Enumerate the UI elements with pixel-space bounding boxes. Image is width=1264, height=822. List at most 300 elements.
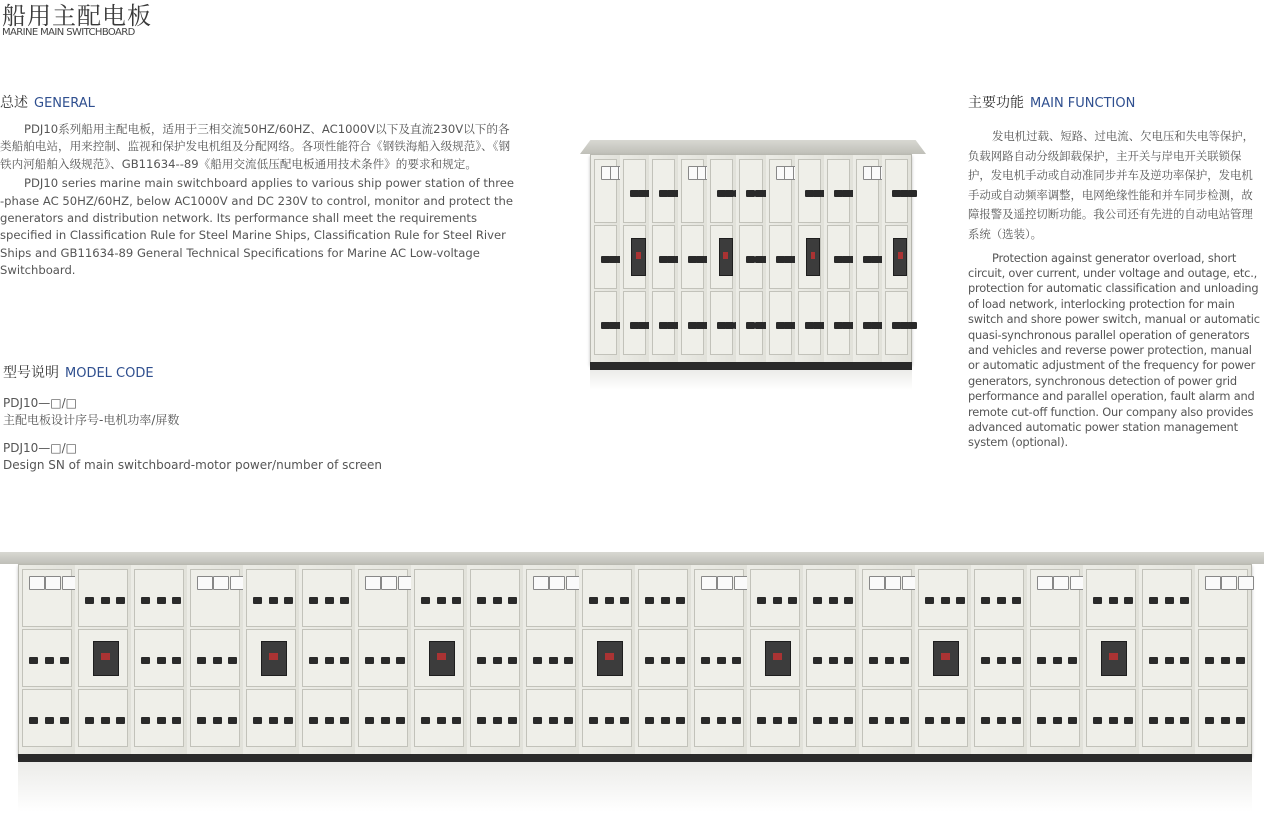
switch-knob <box>997 717 1006 724</box>
panel-door <box>862 569 912 627</box>
switch-knob <box>340 717 349 724</box>
switch-knob <box>284 597 293 604</box>
switch-knob <box>157 597 166 604</box>
breaker-unit <box>806 238 820 276</box>
breaker-unit <box>429 641 455 676</box>
cabinet-panel <box>1195 565 1252 755</box>
panel-door <box>638 689 688 747</box>
panel-door <box>623 291 646 355</box>
meter-gauge <box>1037 576 1053 590</box>
switch-knob <box>1149 597 1158 604</box>
meter-gauge <box>45 576 61 590</box>
model-code-heading <box>3 362 154 382</box>
switch-knob <box>396 657 405 664</box>
switch-knob <box>1093 717 1102 724</box>
switch-knob <box>340 597 349 604</box>
panel-door <box>806 569 856 627</box>
switch-knob <box>1068 717 1077 724</box>
switch-knob <box>452 717 461 724</box>
cabinet-panel <box>649 155 679 363</box>
switch-knob <box>813 657 822 664</box>
switch-knob <box>1037 717 1046 724</box>
switch-knob <box>773 597 782 604</box>
panel-door <box>22 569 72 627</box>
panel-door <box>246 629 296 687</box>
meter-gauge <box>701 576 717 590</box>
cabinet-plinth-wide <box>18 754 1252 762</box>
panel-door <box>1142 629 1192 687</box>
cabinet-panel <box>75 565 132 755</box>
switch-knob <box>1068 657 1077 664</box>
panel-door <box>190 629 240 687</box>
switch-knob <box>493 657 502 664</box>
cabinet-reflection <box>590 370 912 390</box>
page-title-cn: 船用主配电板 <box>2 2 152 30</box>
switch-knob <box>437 597 446 604</box>
model-code-2: PDJ10—□/□ <box>3 441 78 455</box>
panel-door <box>302 629 352 687</box>
meter-gauge <box>29 576 45 590</box>
switch-knob <box>29 717 38 724</box>
switch-knob <box>981 597 990 604</box>
switch-knob <box>1180 717 1189 724</box>
general-heading-en: GENERAL <box>34 96 95 111</box>
switch-knob <box>228 657 237 664</box>
cabinet-body-wide <box>18 564 1252 756</box>
main-function-text-cn: 发电机过载、短路、过电流、欠电压和失电等保护，负载网路自动分级卸载保护，主开关与岸电开关联锁保护，发电机手动或自动准同步并车及逆功率保护，发电机手动或自动频率调整，电网绝缘性能和并车同步检测，故障报警及遥控切断功能。我公司还有先进的自动电站管理系统（选装）。 <box>968 129 1254 241</box>
panel-door <box>862 629 912 687</box>
panel-door <box>134 629 184 687</box>
switch-knob <box>589 717 598 724</box>
breaker-unit <box>933 641 959 676</box>
switch-knob <box>45 717 54 724</box>
switch-knob <box>60 657 69 664</box>
panel-door <box>1086 569 1136 627</box>
breaker-unit <box>719 238 733 276</box>
switch-knob <box>477 657 486 664</box>
switch-knob <box>844 717 853 724</box>
switch-knob <box>844 657 853 664</box>
switch-knob <box>60 717 69 724</box>
model-code-heading-en: MODEL CODE <box>65 366 154 381</box>
panel-door <box>652 159 675 223</box>
panel-door <box>358 629 408 687</box>
panel-door <box>22 689 72 747</box>
cabinet-roof <box>580 140 926 154</box>
meter-gauge <box>1053 576 1069 590</box>
panel-door <box>694 689 744 747</box>
panel-door <box>1030 629 1080 687</box>
switch-knob <box>141 597 150 604</box>
model-code-1: PDJ10—□/□ <box>3 396 78 410</box>
meter-gauge <box>197 576 213 590</box>
switch-knob <box>676 657 685 664</box>
cabinet-panel <box>766 155 796 363</box>
panel-door <box>918 689 968 747</box>
panel-door <box>710 159 733 223</box>
panel-door <box>974 629 1024 687</box>
switch-knob <box>788 597 797 604</box>
main-function-heading <box>968 92 1135 112</box>
switch-knob <box>85 597 94 604</box>
panel-door <box>1030 689 1080 747</box>
switch-knob <box>1205 717 1214 724</box>
cabinet-panel <box>971 565 1028 755</box>
switch-knob <box>844 597 853 604</box>
panel-door <box>974 689 1024 747</box>
switch-knob <box>645 597 654 604</box>
cabinet-roof-wide <box>0 552 1264 564</box>
cabinet-panel <box>187 565 244 755</box>
switch-knob <box>197 657 206 664</box>
switch-knob <box>645 657 654 664</box>
breaker-unit <box>1101 641 1127 676</box>
panel-door <box>1198 629 1248 687</box>
breaker-unit <box>631 238 645 276</box>
switch-knob <box>157 717 166 724</box>
cabinet-panel <box>1083 565 1140 755</box>
switch-knob <box>829 717 838 724</box>
switch-knob <box>661 717 670 724</box>
switch-knob <box>717 657 726 664</box>
general-text-en: PDJ10 series marine main switchboard applies to various ship power station of three -phase AC 50HZ/60HZ, below AC1000V and DC 230V to control, monitor and protect the generators and distribution network. Its performance shall meet the requirements specified in Classification Rule for Steel Marine Ships, Classification Rule for Steel River Ships and GB11634-89 General Technical Specifications for Marine AC Low-voltage Switchboard. <box>0 176 515 278</box>
page-title-en: MARINE MAIN SWITCHBOARD <box>2 27 135 38</box>
panel-door <box>694 629 744 687</box>
cabinet-panel <box>299 565 356 755</box>
panel-door <box>1142 689 1192 747</box>
panel-door <box>526 689 576 747</box>
switch-knob <box>620 597 629 604</box>
cabinet-panel <box>853 155 883 363</box>
panel-door <box>582 689 632 747</box>
switch-knob <box>645 717 654 724</box>
switch-knob <box>1165 657 1174 664</box>
panel-door <box>885 225 908 289</box>
switch-knob <box>1012 717 1021 724</box>
switch-knob <box>829 657 838 664</box>
switch-knob <box>925 717 934 724</box>
switch-knob <box>1205 657 1214 664</box>
panel-door <box>638 569 688 627</box>
switch-knob <box>757 597 766 604</box>
panel-door <box>526 629 576 687</box>
switch-knob <box>925 597 934 604</box>
switch-knob <box>1053 717 1062 724</box>
panel-door <box>750 569 800 627</box>
cabinet-panel <box>736 155 766 363</box>
switch-knob <box>253 597 262 604</box>
panel-door <box>798 225 821 289</box>
switch-knob <box>477 717 486 724</box>
cabinet-plinth <box>590 362 912 370</box>
switch-knob <box>325 597 334 604</box>
switch-knob <box>732 717 741 724</box>
panel-door <box>1198 569 1248 627</box>
breaker-unit <box>93 641 119 676</box>
panel-door <box>302 689 352 747</box>
switch-knob <box>365 717 374 724</box>
switch-knob <box>141 657 150 664</box>
switch-knob <box>773 717 782 724</box>
panel-door <box>414 689 464 747</box>
panel-door <box>246 569 296 627</box>
switch-knob <box>1149 657 1158 664</box>
panel-door <box>856 159 879 223</box>
switch-knob <box>213 657 222 664</box>
switch-knob <box>1180 597 1189 604</box>
switch-knob <box>549 657 558 664</box>
panel-door <box>623 225 646 289</box>
cabinet-panel <box>747 565 804 755</box>
cabinet-panel <box>859 565 916 755</box>
breaker-unit <box>597 641 623 676</box>
main-function-heading-cn: 主要功能 <box>968 95 1024 111</box>
cabinet-panel <box>355 565 412 755</box>
meter-gauge <box>213 576 229 590</box>
switch-knob <box>1093 597 1102 604</box>
breaker-unit <box>893 238 907 276</box>
panel-door <box>750 629 800 687</box>
switch-knob <box>172 657 181 664</box>
switch-knob <box>381 657 390 664</box>
switch-knob <box>508 717 517 724</box>
meter-gauge <box>533 576 549 590</box>
switch-knob <box>908 322 917 329</box>
meter-gauge <box>365 576 381 590</box>
panel-door <box>594 159 617 223</box>
panel-door <box>856 225 879 289</box>
panel-door <box>918 629 968 687</box>
switch-knob <box>1165 717 1174 724</box>
panel-door <box>710 225 733 289</box>
panel-door <box>414 629 464 687</box>
panel-door <box>78 569 128 627</box>
switch-knob <box>101 717 110 724</box>
switch-knob <box>676 597 685 604</box>
switch-knob <box>269 597 278 604</box>
switch-knob <box>309 597 318 604</box>
switch-knob <box>1037 657 1046 664</box>
switch-knob <box>981 657 990 664</box>
switch-knob <box>1109 597 1118 604</box>
switch-knob <box>172 597 181 604</box>
panel-door <box>470 629 520 687</box>
switch-knob <box>1221 717 1230 724</box>
panel-door <box>974 569 1024 627</box>
switch-knob <box>533 657 542 664</box>
cabinet-panel <box>915 565 972 755</box>
panel-door <box>22 629 72 687</box>
switch-knob <box>452 597 461 604</box>
switch-knob <box>908 190 917 197</box>
switch-knob <box>1109 717 1118 724</box>
cabinet-panel <box>620 155 650 363</box>
switch-knob <box>253 717 262 724</box>
panel-door <box>885 159 908 223</box>
general-body <box>0 121 518 280</box>
switch-knob <box>477 597 486 604</box>
breaker-unit <box>765 641 791 676</box>
switch-knob <box>813 597 822 604</box>
switch-knob <box>661 657 670 664</box>
panel-door <box>582 629 632 687</box>
switch-knob <box>869 717 878 724</box>
switch-knob <box>1012 597 1021 604</box>
panel-door <box>78 689 128 747</box>
general-heading <box>0 92 95 112</box>
cabinet-panel <box>19 565 76 755</box>
cabinet-reflection-wide <box>18 762 1252 812</box>
panel-door <box>652 291 675 355</box>
model-code-desc-en: Design SN of main switchboard-motor power/number of screen <box>3 458 383 472</box>
switch-knob <box>1221 657 1230 664</box>
switch-knob <box>116 717 125 724</box>
panel-door <box>594 291 617 355</box>
meter-gauge <box>1221 576 1237 590</box>
cabinet-panel <box>1027 565 1084 755</box>
cabinet-panel <box>579 565 636 755</box>
cabinet-panel <box>882 155 912 363</box>
panel-door <box>1142 569 1192 627</box>
switch-knob <box>1165 597 1174 604</box>
switch-knob <box>1124 717 1133 724</box>
switch-knob <box>325 657 334 664</box>
switch-knob <box>309 657 318 664</box>
panel-door <box>681 291 704 355</box>
switch-knob <box>605 597 614 604</box>
panel-door <box>246 689 296 747</box>
breaker-unit <box>261 641 287 676</box>
panel-door <box>806 689 856 747</box>
panel-door <box>134 689 184 747</box>
panel-door <box>739 291 762 355</box>
switch-knob <box>1124 597 1133 604</box>
panel-door <box>769 291 792 355</box>
switch-knob <box>757 717 766 724</box>
cabinet-panel <box>803 565 860 755</box>
cabinet-panel <box>467 565 524 755</box>
panel-door <box>190 689 240 747</box>
panel-door <box>1030 569 1080 627</box>
switch-knob <box>493 597 502 604</box>
switch-knob <box>29 657 38 664</box>
switch-knob <box>309 717 318 724</box>
switch-knob <box>956 717 965 724</box>
switch-knob <box>676 717 685 724</box>
general-heading-cn: 总述 <box>0 95 28 111</box>
cabinet-panel <box>795 155 825 363</box>
cabinet-panel <box>691 565 748 755</box>
switch-knob <box>228 717 237 724</box>
meter-gauge <box>381 576 397 590</box>
panel-door <box>652 225 675 289</box>
switch-knob <box>508 597 517 604</box>
panel-door <box>856 291 879 355</box>
cabinet-panel <box>523 565 580 755</box>
switch-knob <box>900 717 909 724</box>
panel-door <box>358 569 408 627</box>
panel-door <box>739 225 762 289</box>
switch-knob <box>340 657 349 664</box>
panel-door <box>694 569 744 627</box>
main-function-text-en: Protection against generator overload, short circuit, over current, under voltage and outage, etc., protection for automatic classification and unloading of load network, interlocking protection for main switch and shore power switch, manual or automatic quasi-synchronous parallel operation of generators and vehicles and reverse power protection, manual or automatic adjustment of the frequency for power generators, synchronous detection of power grid performance and parallel operation, fault alarm and remote cut-off function. Our company also provides advanced automatic power station management system (optional). <box>968 250 1260 450</box>
panel-door <box>681 225 704 289</box>
panel-door <box>885 291 908 355</box>
panel-door <box>526 569 576 627</box>
switch-knob <box>956 597 965 604</box>
switch-knob <box>1236 717 1245 724</box>
cabinet-panel <box>824 155 854 363</box>
switch-knob <box>564 657 573 664</box>
switch-knob <box>157 657 166 664</box>
panel-door <box>414 569 464 627</box>
cabinet-panel <box>411 565 468 755</box>
model-code-heading-cn: 型号说明 <box>3 365 59 381</box>
panel-door <box>1086 629 1136 687</box>
switch-knob <box>325 717 334 724</box>
switch-knob <box>941 717 950 724</box>
panel-door <box>918 569 968 627</box>
switch-knob <box>549 717 558 724</box>
panel-door <box>798 159 821 223</box>
meter-gauge <box>549 576 565 590</box>
panel-door <box>862 689 912 747</box>
switch-knob <box>1236 657 1245 664</box>
panel-door <box>806 629 856 687</box>
general-text-cn: PDJ10系列船用主配电板，适用于三相交流50HZ/60HZ、AC1000V以下及直流230V以下的各类船舶电站，用来控制、监视和保护发电机组及分配网络。各项性能符合《钢铁海船入级规范》、《钢铁内河船舶入级规范》、GB11634--89《船用交流低压配电板通用技术条件》的要求和规定。 <box>0 122 511 171</box>
switch-knob <box>85 717 94 724</box>
switch-knob <box>701 717 710 724</box>
switch-knob <box>116 597 125 604</box>
switch-knob <box>620 717 629 724</box>
panel-door <box>190 569 240 627</box>
cabinet-panel <box>707 155 737 363</box>
panel-door <box>638 629 688 687</box>
switch-knob <box>885 657 894 664</box>
switch-knob <box>1012 657 1021 664</box>
switch-knob <box>284 717 293 724</box>
switch-knob <box>1149 717 1158 724</box>
panel-door <box>681 159 704 223</box>
switch-knob <box>396 717 405 724</box>
meter-gauge <box>869 576 885 590</box>
switchboard-photo-wide <box>0 552 1264 822</box>
meter-gauge <box>1238 576 1254 590</box>
panel-door <box>827 225 850 289</box>
switch-knob <box>732 657 741 664</box>
switch-knob <box>661 597 670 604</box>
panel-door <box>470 569 520 627</box>
switch-knob <box>1180 657 1189 664</box>
switch-knob <box>1053 657 1062 664</box>
switch-knob <box>381 717 390 724</box>
switch-knob <box>701 657 710 664</box>
switch-knob <box>213 717 222 724</box>
cabinet-panel <box>678 155 708 363</box>
panel-door <box>827 159 850 223</box>
panel-door <box>1198 689 1248 747</box>
switch-knob <box>533 717 542 724</box>
switch-knob <box>981 717 990 724</box>
cabinet-body <box>590 154 912 364</box>
switch-knob <box>197 717 206 724</box>
panel-door <box>78 629 128 687</box>
panel-door <box>750 689 800 747</box>
meter-gauge <box>717 576 733 590</box>
switch-knob <box>172 717 181 724</box>
switch-knob <box>589 597 598 604</box>
panel-door <box>798 291 821 355</box>
